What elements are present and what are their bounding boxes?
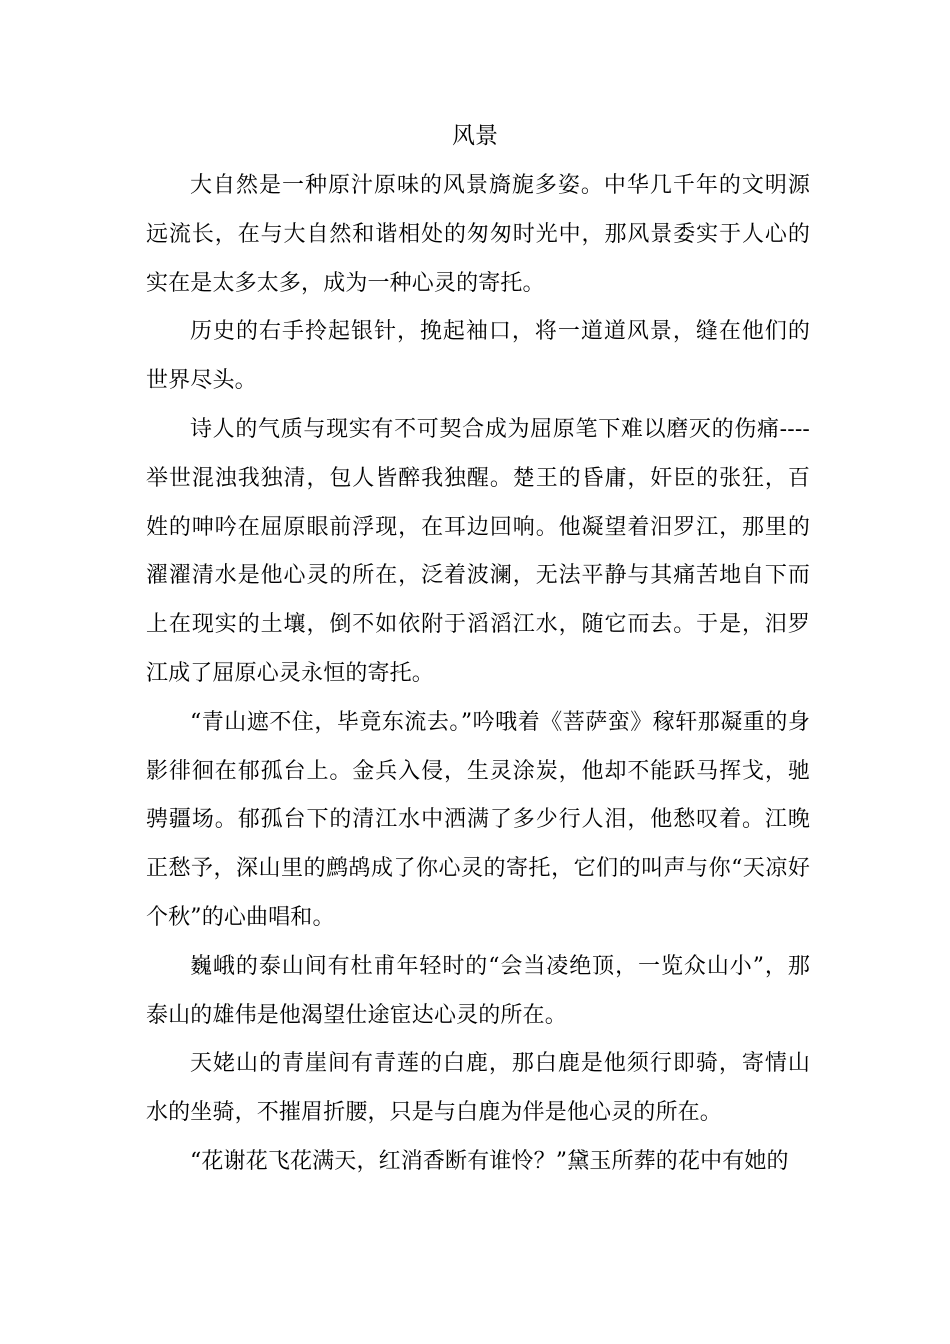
- paragraph-5: 巍峨的泰山间有杜甫年轻时的“会当凌绝顶，一览众山小”，那泰山的雄伟是他渴望仕途宦达心灵的所在。: [146, 953, 810, 1028]
- paragraph-4: “青山遮不住，毕竟东流去。”吟哦着《菩萨蛮》稼轩那凝重的身影徘徊在郁孤台上。金兵入侵，生灵涂炭，他却不能跃马挥戈，驰骋疆场。郁孤台下的清江水中洒满了多少行人泪，他愁叹着。江晚正愁予，深山里的鹧鸪成了你心灵的寄托，它们的叫声与你“天凉好个秋”的心曲唱和。: [146, 709, 810, 930]
- paragraph-7: “花谢花飞花满天，红消香断有谁怜？”黛玉所葬的花中有她的: [190, 1148, 789, 1174]
- document-body: [146, 162, 810, 1187]
- paragraph-6: 天姥山的青崖间有青莲的白鹿，那白鹿是他须行即骑，寄情山水的坐骑，不摧眉折腰，只是与白鹿为伴是他心灵的所在。: [146, 1051, 810, 1126]
- paragraph-2: 历史的右手拎起银针，挽起袖口，将一道道风景，缝在他们的世界尽头。: [146, 319, 810, 394]
- document-title: 风景: [452, 123, 498, 149]
- paragraph-3: 诗人的气质与现实有不可契合成为屈原笔下难以磨灭的伤痛----举世混浊我独清，包人皆醉我独醒。楚王的昏庸，奸臣的张狂，百姓的呻吟在屈原眼前浮现，在耳边回响。他凝望着汨罗江，那里的濯濯清水是他心灵的所在，泛着波澜，无法平静与其痛苦地自下而上在现实的土壤，倒不如依附于滔滔江水，随它而去。于是，汨罗江成了屈原心灵永恒的寄托。: [146, 416, 810, 686]
- paragraph-1: 大自然是一种原汁原味的风景旖旎多姿。中华几千年的文明源远流长，在与大自然和谐相处的匆匆时光中，那风景委实于人心的实在是太多太多，成为一种心灵的寄托。: [146, 173, 810, 296]
